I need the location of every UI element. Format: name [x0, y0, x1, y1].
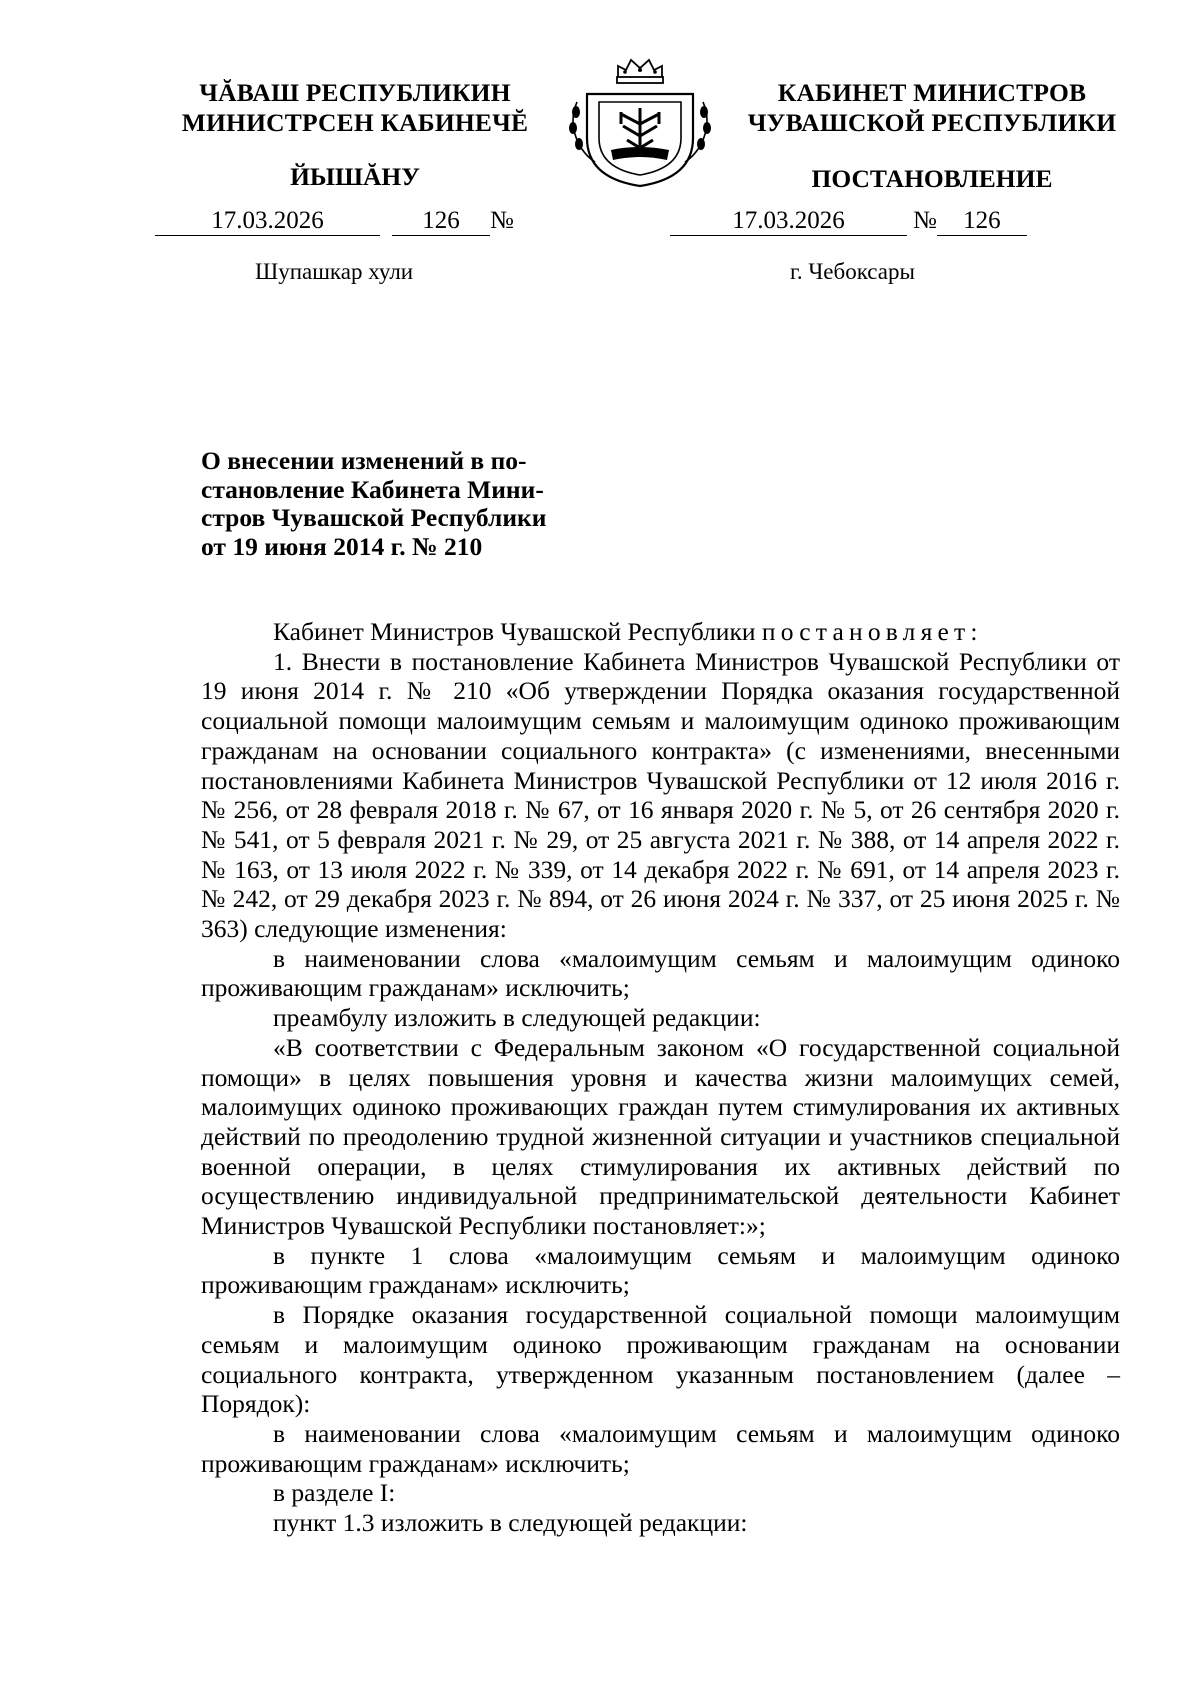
body-paragraph: в Порядке оказания государственной социальной помощи малоимущим семьям и малоимущим одиноко проживающим гражданам на основании социального контракта, утвержденном указанным постановлением (далее – Порядок):: [201, 1300, 1120, 1419]
org-name-chuvash: ЧĂВАШ РЕСПУБЛИКИН МИНИСТРСЕН КАБИНЕЧĔ: [181, 78, 529, 137]
number-left: 126: [392, 207, 490, 236]
number-sign-left: №: [490, 207, 514, 234]
intro-spaced-word: постановляет: [761, 617, 971, 646]
body-paragraph: преамбулу изложить в следующей редакции:: [273, 1003, 761, 1033]
city-right: г. Чебоксары: [790, 259, 915, 284]
doc-type-russian: ПОСТАНОВЛЕНИЕ: [811, 164, 1053, 193]
number-row-left: [155, 206, 514, 236]
document-title: О внесении изменений в по- становление Кабинета Мини- стров Чувашской Республики от 19 июня 2014 г. № 210: [201, 446, 547, 561]
document-body: [201, 617, 1120, 1538]
number-sign-right: №: [913, 207, 937, 234]
header-right: [722, 78, 1142, 138]
number-right: 126: [937, 207, 1027, 236]
body-paragraph: в наименовании слова «малоимущим семьям и малоимущим одиноко проживающим гражданам» исключить;: [201, 1418, 1120, 1478]
body-paragraph: 1. Внести в постановление Кабинета Министров Чувашской Республики от 19 июня 2014 г. № 210 «Об утверждении Порядка оказания государственной социальной помощи малоимущим семьям и малоимущим одиноко проживающим гражданам на основании социального контракта» (с изменениями, внесенными постановлениями Кабинета Министров Чувашской Республики от 12 июля 2016 г. № 256, от 28 февраля 2018 г. № 67, от 16 января 2020 г. № 5, от 26 сентября 2020 г. № 541, от 5 февраля 2021 г. № 29, от 25 августа 2021 г. № 388, от 14 апреля 2022 г. № 163, от 13 июля 2022 г. № 339, от 14 декабря 2022 г. № 691, от 14 апреля 2023 г. № 242, от 29 декабря 2023 г. № 894, от 26 июня 2024 г. № 337, от 25 июня 2025 г. № 363) следующие изменения:: [201, 646, 1120, 944]
intro-colon: :: [970, 617, 978, 646]
body-paragraph: в разделе I:: [273, 1478, 396, 1508]
city-left: Шупашкар хули: [255, 259, 414, 284]
body-paragraph: в наименовании слова «малоимущим семьям и малоимущим одиноко проживающим гражданам» исключить;: [201, 943, 1120, 1003]
body-paragraph: «В соответствии с Федеральным законом «О государственной социальной помощи» в целях повышения уровня и качества жизни малоимущих семей, малоимущих одиноко проживающих граждан путем стимулирования их активных действий по преодолению трудной жизненной ситуации и участников специальной военной операции, в целях стимулирования их активных действий по осуществлению индивидуальной предпринимательской деятельности Кабинет Министров Чувашской Республики постановляет:»;: [201, 1032, 1120, 1241]
body-paragraph: в пункте 1 слова «малоимущим семьям и малоимущим одиноко проживающим гражданам» исключить;: [201, 1240, 1120, 1300]
chuvashia-coat-of-arms-icon: [563, 50, 717, 190]
intro-text: Кабинет Министров Чувашской Республики: [273, 617, 762, 646]
date-left: 17.03.2026: [155, 207, 380, 236]
header-left: [150, 78, 560, 138]
date-right: 17.03.2026: [670, 207, 907, 236]
body-paragraph: пункт 1.3 изложить в следующей редакции:: [273, 1508, 748, 1538]
org-name-russian: КАБИНЕТ МИНИСТРОВ ЧУВАШСКОЙ РЕСПУБЛИКИ: [747, 78, 1117, 137]
number-row-right: [670, 206, 1027, 236]
intro-paragraph: [201, 617, 1120, 647]
doc-type-chuvash: ЙЫШĂНУ: [290, 162, 420, 191]
